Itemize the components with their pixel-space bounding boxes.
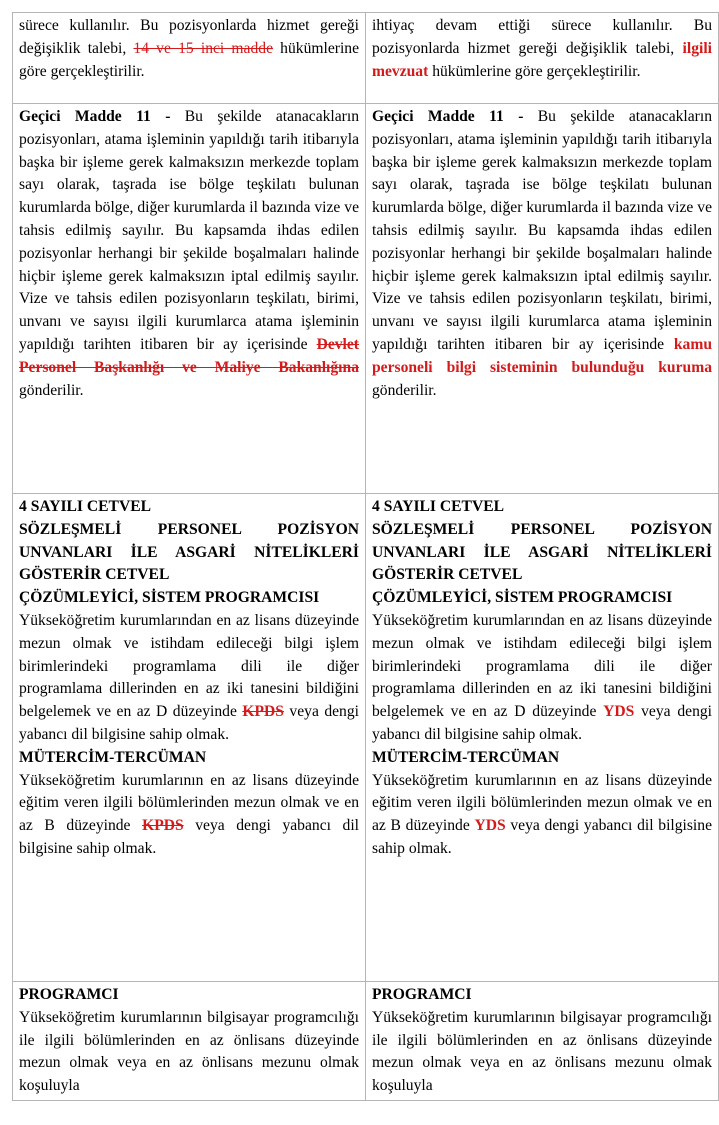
bold-text: ÇÖZÜMLEYİCİ, SİSTEM PROGRAMCISI xyxy=(19,589,320,607)
cell-text xyxy=(19,15,359,101)
bold-text: MÜTERCİM-TERCÜMAN xyxy=(19,748,207,766)
table-row xyxy=(13,494,719,982)
cell-text xyxy=(19,106,359,402)
deleted-text: Devlet Personel Başkanlığı ve Maliye Bakanlığına xyxy=(19,335,359,376)
cell-text xyxy=(19,496,359,861)
bold-text: MÜTERCİM-TERCÜMAN xyxy=(372,748,560,766)
inserted-text: kamu personeli bilgi sisteminin bulunduğu kuruma xyxy=(372,335,712,376)
section-heading xyxy=(19,587,359,610)
paragraph xyxy=(19,15,359,83)
new-text-cell xyxy=(366,104,719,494)
new-text-cell xyxy=(366,13,719,104)
deleted-text: KPDS xyxy=(242,703,284,721)
paragraph xyxy=(372,770,712,861)
paragraph xyxy=(372,106,712,402)
document-page xyxy=(12,12,712,1101)
paragraph xyxy=(19,1007,359,1098)
text-run: veya dengi yabancı dil bilgisine sahip olmak. xyxy=(372,703,712,743)
cell-text xyxy=(372,106,712,402)
table-row xyxy=(13,13,719,104)
section-heading xyxy=(372,747,712,770)
table-row xyxy=(13,982,719,1101)
cell-text xyxy=(372,15,712,101)
section-heading xyxy=(372,984,712,1007)
table-row xyxy=(13,104,719,494)
section-heading xyxy=(19,519,359,587)
cell-text xyxy=(372,496,712,861)
paragraph xyxy=(372,610,712,747)
inserted-text: ilgili mevzuat xyxy=(372,39,712,80)
old-text-cell xyxy=(13,982,366,1101)
bold-text: 4 SAYILI CETVEL xyxy=(372,498,505,515)
text-run: Yükseköğretim kurumlarının en az lisans düzeyinde eğitim veren ilgili bölümlerinden mezun olmak ve en az B düzeyinde xyxy=(372,771,712,835)
paragraph xyxy=(372,15,712,83)
old-text-cell xyxy=(13,494,366,982)
old-text-cell xyxy=(13,13,366,104)
text-run: Yükseköğretim kurumlarının en az lisans düzeyinde eğitim veren ilgili bölümlerinden mezun olmak ve en az B düzeyinde xyxy=(19,771,359,835)
text-run: hükümlerine göre gerçekleştirilir. xyxy=(428,62,641,80)
text-run: gönderilir. xyxy=(19,381,84,399)
section-heading xyxy=(19,496,359,519)
section-heading xyxy=(372,519,712,587)
paragraph xyxy=(19,106,359,402)
section-heading xyxy=(372,496,712,519)
paragraph xyxy=(19,770,359,861)
text-run: veya dengi yabancı dil bilgisine sahip olmak. xyxy=(372,817,712,857)
text-run: sürece kullanılır. Bu pozisyonlarda hizmet gereği değişiklik talebi, xyxy=(19,17,359,57)
bold-text: 4 SAYILI CETVEL xyxy=(19,498,152,515)
text-run: veya dengi yabancı dil bilgisine sahip olmak. xyxy=(19,703,359,743)
inserted-text: YDS xyxy=(603,703,635,721)
text-run: veya dengi yabancı dil bilgisine sahip olmak. xyxy=(19,817,359,857)
text-run: gönderilir. xyxy=(372,381,437,399)
bold-text: Geçici Madde 11 - xyxy=(19,108,185,125)
cell-text xyxy=(19,984,359,1098)
bold-text: SÖZLEŞMELİ PERSONEL POZİSYON UNVANLARI İLE ASGARİ NİTELİKLERİ GÖSTERİR CETVEL xyxy=(19,520,359,584)
text-run: Yükseköğretim kurumlarının bilgisayar programcılığı ile ilgili bölümlerinden en az önlisans düzeyinde mezun olmak veya en az önlisans mezunu olmak koşuluyla xyxy=(372,1008,712,1095)
old-text-cell xyxy=(13,104,366,494)
bold-text: PROGRAMCI xyxy=(372,986,472,1003)
inserted-text: YDS xyxy=(474,817,506,835)
text-run: Yükseköğretim kurumlarından en az lisans düzeyinde mezun olmak ve istihdam edileceği bilgi işlem birimlerindeki programlama dili ile diğer programlama dillerinden en az iki tanesini bildiğini belgelemek ve en az D düzeyinde xyxy=(19,611,359,721)
bold-text: PROGRAMCI xyxy=(19,986,119,1003)
section-heading xyxy=(372,587,712,610)
bold-text: SÖZLEŞMELİ PERSONEL POZİSYON UNVANLARI İLE ASGARİ NİTELİKLERİ GÖSTERİR CETVEL xyxy=(372,520,712,584)
section-heading xyxy=(19,984,359,1007)
cell-text xyxy=(372,984,712,1098)
bold-text: Geçici Madde 11 - xyxy=(372,108,538,125)
text-run: Yükseköğretim kurumlarının bilgisayar programcılığı ile ilgili bölümlerinden en az önlisans düzeyinde mezun olmak veya en az önlisans mezunu olmak koşuluyla xyxy=(19,1008,359,1095)
deleted-text: 14 ve 15 inci madde xyxy=(133,39,273,57)
paragraph xyxy=(372,1007,712,1098)
text-run: Bu şekilde atanacakların pozisyonları, atama işleminin yapıldığı tarih itibarıyla başka bir işleme gerek kalmaksızın merkezde toplam sayı olarak, taşrada ise bölge teşkilatı bulunan kurumlarda bölge, diğer kurumlarda il bazında vize ve tahsis edilmiş sayılır. Bu kapsamda ihdas edilen pozisyonlar herhangi bir şekilde boşalmaları halinde hiçbir işleme gerek kalmaksızın iptal edilmiş sayılır. Vize ve tahsis edilen pozisyonların teşkilatı, birimi, unvanı ve sayısı ilgili kurumlarca atama işleminin yapıldığı tarihten itibaren bir ay içerisinde xyxy=(19,108,359,353)
text-run: ihtiyaç devam ettiği sürece kullanılır. Bu pozisyonlarda hizmet gereği değişiklik talebi, xyxy=(372,17,712,57)
text-run: hükümlerine göre gerçekleştirilir. xyxy=(19,39,359,80)
text-run: Yükseköğretim kurumlarından en az lisans düzeyinde mezun olmak ve istihdam edileceği bilgi işlem birimlerindeki programlama dili ile diğer programlama dillerinden en az iki tanesini bildiğini belgelemek ve en az D düzeyinde xyxy=(372,611,712,721)
paragraph xyxy=(19,610,359,747)
new-text-cell xyxy=(366,982,719,1101)
new-text-cell xyxy=(366,494,719,982)
section-heading xyxy=(19,747,359,770)
deleted-text: KPDS xyxy=(142,817,184,835)
bold-text: ÇÖZÜMLEYİCİ, SİSTEM PROGRAMCISI xyxy=(372,589,673,607)
comparison-table xyxy=(12,12,719,1101)
text-run: Bu şekilde atanacakların pozisyonları, atama işleminin yapıldığı tarih itibarıyla başka bir işleme gerek kalmaksızın merkezde toplam sayı olarak, taşrada ise bölge teşkilatı bulunan kurumlarda bölge, diğer kurumlarda il bazında vize ve tahsis edilmiş sayılır. Bu kapsamda ihdas edilen pozisyonlar herhangi bir şekilde boşalmaları halinde hiçbir işleme gerek kalmaksızın iptal edilmiş sayılır. Vize ve tahsis edilen pozisyonların teşkilatı, birimi, unvanı ve sayısı ilgili kurumlarca atama işleminin yapıldığı tarihten itibaren bir ay içerisinde xyxy=(372,108,712,353)
